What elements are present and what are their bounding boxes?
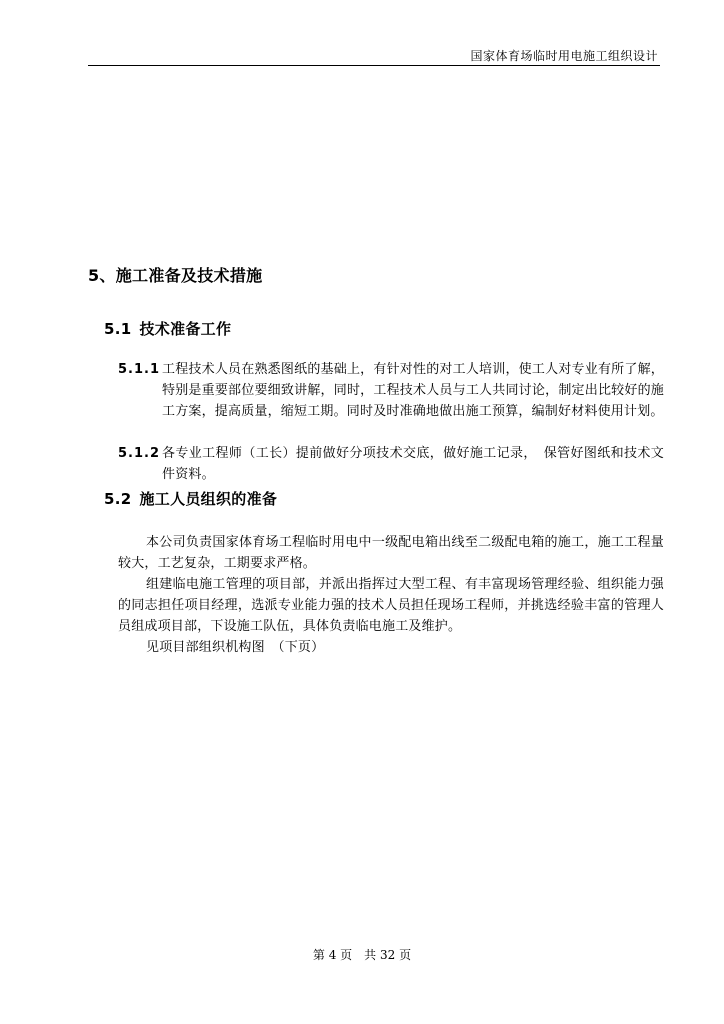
subsection-heading-5-2	[104, 489, 277, 509]
header-title: 国家体育场临时用电施工组织设计	[470, 49, 658, 63]
paragraph: 本公司负责国家体育场工程临时用电中一级配电箱出线至二级配电箱的施工，施工工程量较大，工艺复杂，工期要求严格。	[118, 535, 664, 571]
list-item-5-1-1	[118, 359, 664, 422]
list-item-5-1-2	[118, 443, 664, 485]
subsection-title: 施工人员组织的准备	[139, 490, 278, 508]
item-text: 工程技术人员在熟悉图纸的基础上，有针对性的对工人培训，使工人对专业有所了解，特别是重要部位要细致讲解，同时，工程技术人员与工人共同讨论，制定出比较好的施工方案，提高质量，缩短工期。同时及时准确地做出施工预算，编制好材料使用计划。	[162, 362, 664, 419]
subsection-number: 5.2	[104, 490, 132, 508]
page-header	[88, 47, 660, 66]
page-footer: 第 4 页 共 32 页	[312, 948, 412, 962]
item-number: 5.1.2	[118, 446, 161, 461]
subsection-number: 5.1	[104, 320, 132, 338]
paragraph: 组建临电施工管理的项目部，并派出指挥过大型工程、有丰富现场管理经验、组织能力强的同志担任项目经理，选派专业能力强的技术人员担任现场工程师，并挑选经验丰富的管理人员组成项目部，下设施工队伍，具体负责临电施工及维护。	[118, 577, 664, 634]
subsection-title: 技术准备工作	[139, 320, 232, 338]
section-heading: 5、施工准备及技术措施	[88, 266, 263, 285]
paragraph: 见项目部组织机构图 （下页）	[146, 640, 325, 655]
item-number: 5.1.1	[118, 362, 161, 377]
item-text: 各专业工程师（工长）提前做好分项技术交底，做好施工记录， 保管好图纸和技术文件资料。	[162, 446, 664, 482]
subsection-heading-5-1	[104, 319, 231, 339]
